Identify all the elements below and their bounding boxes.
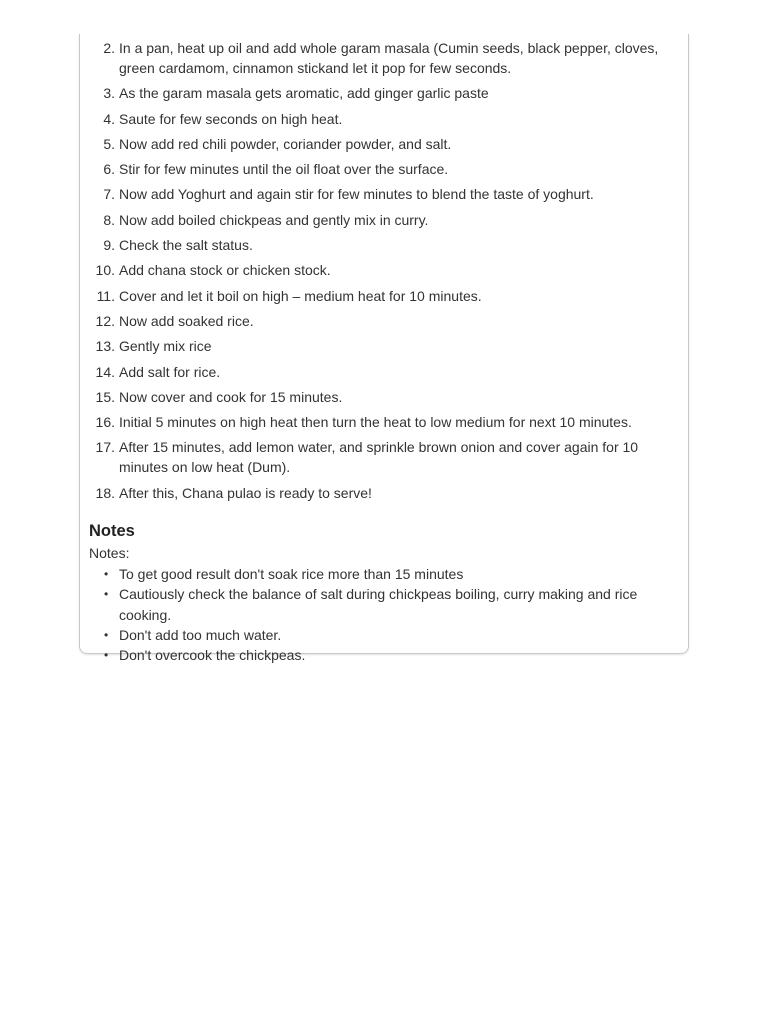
instruction-step [103,235,684,255]
step-text: Initial 5 minutes on high heat then turn the heat to low medium for next 10 minutes. [119,414,632,431]
step-number: 6. [103,161,115,178]
step-text: After this, Chana pulao is ready to serve! [119,484,372,501]
step-number: 15. [95,388,115,405]
step-number: 17. [95,439,115,456]
notes-heading: Notes [89,522,135,540]
note-text: To get good result don't soak rice more than 15 minutes [119,566,464,582]
note-item [104,564,684,584]
step-number: 4. [103,110,115,127]
instruction-step [103,83,684,103]
step-text: Now add Yoghurt and again stir for few minutes to blend the taste of yoghurt. [119,186,594,203]
step-text: After 15 minutes, add lemon water, and sprinkle brown onion and cover again for 10 minutes on low heat (Dum). [119,439,639,476]
instruction-step [103,184,684,204]
step-number: 10. [95,262,115,279]
instruction-step [103,109,684,129]
bullet-icon: • [104,627,109,642]
instruction-step [103,38,684,78]
note-text: Don't overcook the chickpeas. [119,647,306,664]
step-text: Now add soaked rice. [119,312,254,329]
step-number: 9. [103,237,115,254]
step-text: Cover and let it boil on high – medium heat for 10 minutes. [119,287,482,304]
instruction-step [95,412,684,432]
instruction-step [103,210,684,230]
instruction-step [95,311,684,331]
step-text: Now add boiled chickpeas and gently mix in curry. [119,211,429,228]
instruction-step [95,437,684,477]
instruction-step [95,483,684,503]
note-text: Don't add too much water. [119,626,282,643]
step-number: 7. [103,186,115,203]
step-text: Add salt for rice. [119,363,221,380]
bullet-icon: • [104,587,109,602]
step-text: Gently mix rice [119,338,212,355]
step-number: 8. [103,211,115,228]
step-text: Now cover and cook for 15 minutes. [119,388,343,405]
step-number: 12. [95,312,115,329]
notes-list [104,564,684,665]
step-text: Saute for few seconds on high heat. [119,110,343,127]
note-item [104,645,684,665]
instruction-step [103,134,684,154]
bullet-icon: • [104,567,109,581]
note-text: Cautiously check the balance of salt during chickpeas boiling, curry making and rice cooking. [119,586,638,623]
step-number: 16. [95,414,115,431]
step-number: 18. [95,484,115,501]
note-item [104,625,684,645]
step-text: Now add red chili powder, coriander powder, and salt. [119,135,452,152]
step-text: As the garam masala gets aromatic, add ginger garlic paste [119,85,489,102]
instructions-list [95,38,684,508]
instruction-step [95,260,684,280]
step-text: Add chana stock or chicken stock. [119,262,331,279]
instruction-step [95,362,684,382]
instruction-step [96,286,684,306]
instruction-step [95,336,684,356]
instruction-step [103,159,684,179]
step-number: 5. [103,135,115,152]
step-number: 2. [103,40,115,56]
notes-label: Notes: [89,545,130,561]
step-text: In a pan, heat up oil and add whole garam masala (Cumin seeds, black pepper, cloves, green cardamom, cinnamon stickand let it pop for few seconds. [119,40,659,76]
step-text: Stir for few minutes until the oil float over the surface. [119,161,449,178]
bullet-icon: • [104,648,109,663]
step-text: Check the salt status. [119,237,253,254]
step-number: 3. [103,85,115,102]
step-number: 11. [96,287,115,304]
step-number: 14. [95,363,115,380]
note-item [104,584,684,625]
instruction-step [95,387,684,407]
step-number: 13. [95,338,115,355]
